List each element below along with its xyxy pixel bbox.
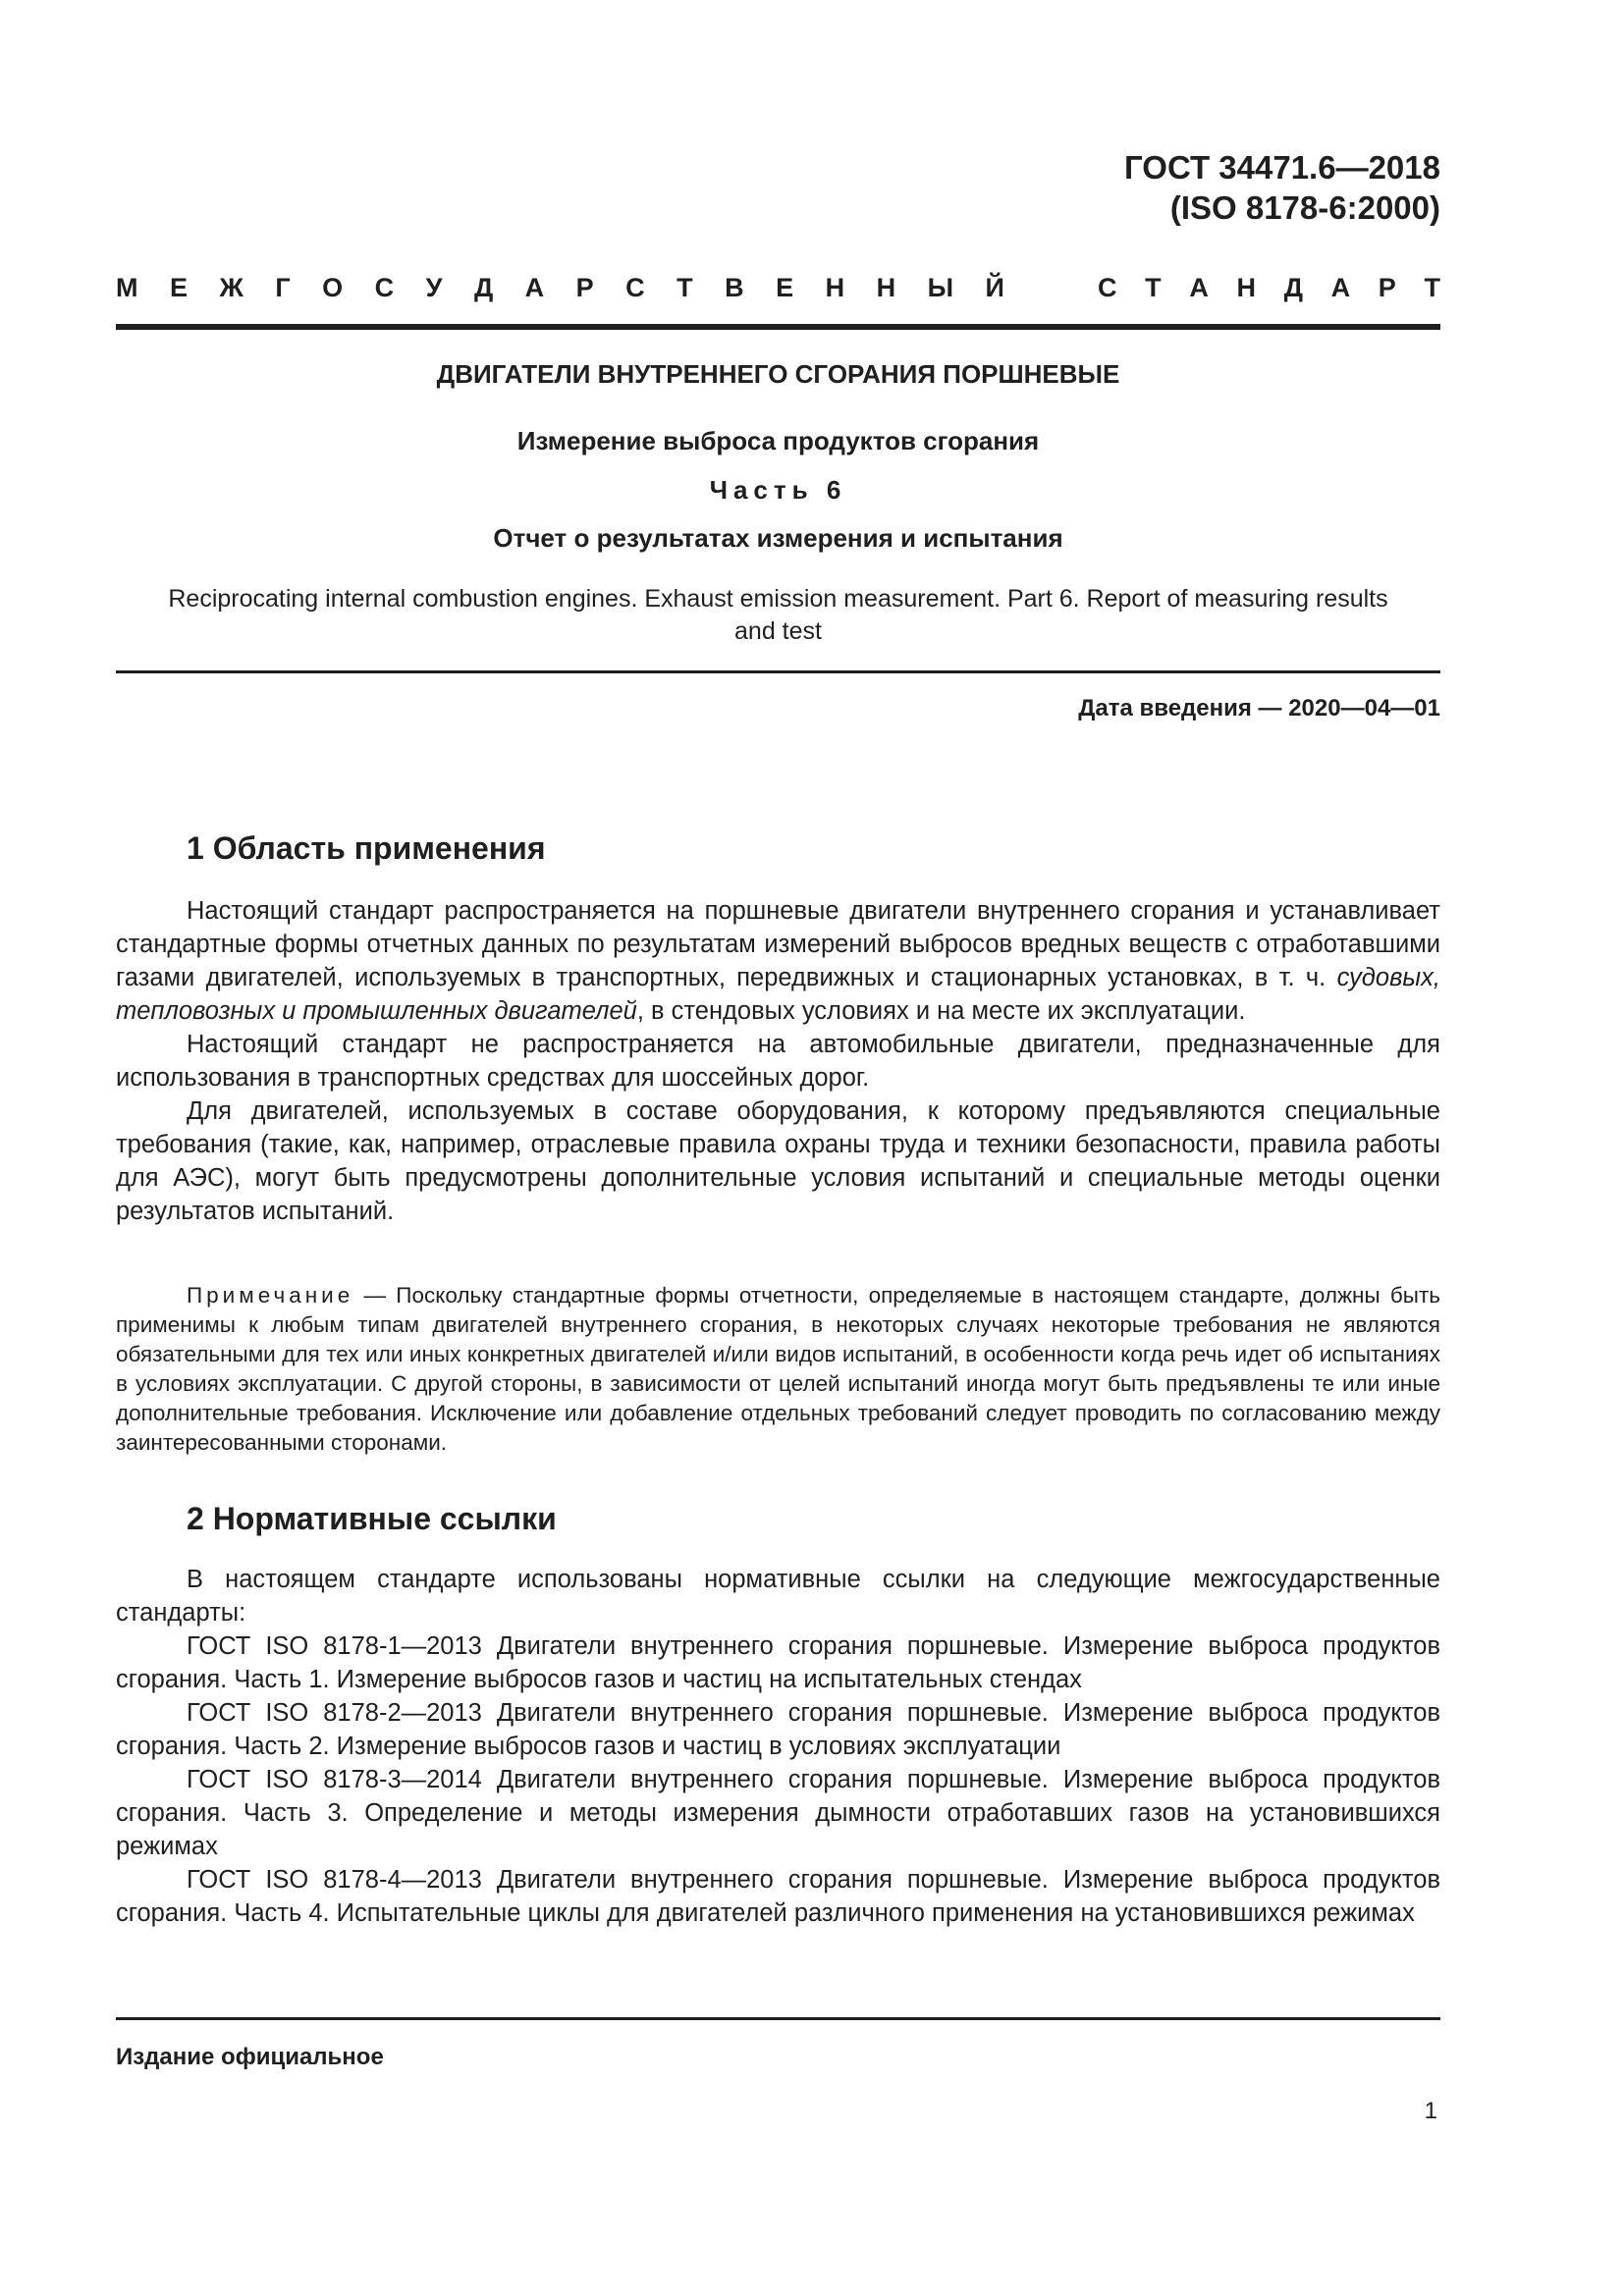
spaced-letter: Т — [1424, 273, 1440, 302]
paragraph: Настоящий стандарт не распространяется на автомобильные двигатели, предназначенные для использования в транспортных средствах для шоссейных дорог. — [116, 1031, 1440, 1092]
interstate-standard-banner — [116, 273, 1440, 303]
section-heading: 1 Область применения — [187, 830, 546, 866]
document-part: Часть 6 — [709, 475, 847, 505]
spaced-letter: Е — [169, 273, 188, 302]
spaced-letter: У — [425, 273, 443, 302]
paragraph: В настоящем стандарте использованы нормативные ссылки на следующие межгосударственные стандарты: — [116, 1566, 1440, 1627]
document-part-title: Отчет о результатах измерения и испытания — [493, 523, 1063, 553]
spaced-word — [1098, 273, 1440, 303]
spaced-letter: Д — [473, 273, 494, 302]
introduction-date: Дата введения — 2020—04—01 — [1078, 695, 1440, 721]
spaced-letter: С — [1098, 273, 1117, 302]
spaced-letter: С — [374, 273, 395, 302]
standard-id-block — [1124, 147, 1440, 228]
spaced-letter: М — [116, 273, 138, 302]
section-body — [116, 894, 1440, 1228]
spaced-letter: С — [625, 273, 645, 302]
title-divider — [116, 670, 1440, 673]
note-paragraph — [116, 1281, 1440, 1458]
standard-number: ГОСТ 34471.6—2018 — [1124, 149, 1440, 186]
spaced-letter: Р — [575, 273, 594, 302]
spaced-letter: Д — [1283, 273, 1303, 302]
spaced-letter: Н — [876, 273, 896, 302]
spaced-letter: В — [725, 273, 744, 302]
note-block — [116, 1281, 1440, 1458]
page-number: 1 — [1424, 2098, 1437, 2124]
spaced-letter: Н — [1236, 273, 1257, 302]
english-title: Reciprocating internal combustion engines. Exhaust emission measurement. Part 6. Report of measuring results and test — [168, 585, 1388, 645]
spaced-letter: О — [322, 273, 344, 302]
official-edition-label: Издание официальное — [116, 2044, 384, 2070]
footer-divider — [116, 2017, 1440, 2020]
reference-item: ГОСТ ISO 8178-3—2014 Двигатели внутреннего сгорания поршневые. Измерение выброса продуктов сгорания. Часть 3. Определение и методы измерения дымности отработавших газов на установившихся режимах — [116, 1766, 1440, 1860]
document-title: ДВИГАТЕЛИ ВНУТРЕННЕГО СГОРАНИЯ ПОРШНЕВЫЕ — [436, 359, 1120, 389]
note-text: — Поскольку стандартные формы отчетности, определяемые в настоящем стандарте, должны быть применимы к любым типам двигателей внутреннего сгорания, в некоторых случаях некоторые требования не являются обязательными для тех или иных конкретных двигателей и/или видов испытаний, в особенности когда речь идет об испытаниях в условиях эксплуатации. С другой стороны, в зависимости от целей испытаний иногда могут быть предъявлены те или иные дополнительные требования. Исключение или добавление отдельных требований следует проводить по согласованию между заинтересованными сторонами. — [116, 1283, 1440, 1455]
section-body — [116, 1563, 1440, 1930]
spaced-letter: Н — [825, 273, 845, 302]
spaced-letter: Ы — [927, 273, 954, 302]
spaced-letter: Р — [1378, 273, 1396, 302]
spaced-letter: А — [524, 273, 545, 302]
italic-text: судовых, тепловозных и промышленных двигателей — [116, 964, 1440, 1025]
spaced-letter: Й — [985, 273, 1004, 302]
iso-number: (ISO 8178-6:2000) — [1169, 189, 1440, 226]
spaced-letter: Т — [677, 273, 693, 302]
paragraph: Настоящий стандарт распространяется на поршневые двигатели внутреннего сгорания и устанавливает стандартные формы отчетных данных по результатам измерений выбросов вредных веществ с отработавшими газами двигателей, используемых в транспортных, передвижных и стационарных установках, в т. ч. судовых, тепловозных и промышленных двигателей, в стендовых условиях и на месте их эксплуатации. — [116, 897, 1440, 1025]
reference-item: ГОСТ ISO 8178-1—2013 Двигатели внутреннего сгорания поршневые. Измерение выброса продуктов сгорания. Часть 1. Измерение выбросов газов и частиц на испытательных стендах — [116, 1632, 1440, 1693]
spaced-letter: А — [1330, 273, 1351, 302]
reference-item: ГОСТ ISO 8178-2—2013 Двигатели внутреннего сгорания поршневые. Измерение выброса продуктов сгорания. Часть 2. Измерение выбросов газов и частиц в условиях эксплуатации — [116, 1699, 1440, 1760]
spaced-letter: Ж — [219, 273, 244, 302]
spaced-word — [116, 273, 1004, 303]
note-label: Примечание — [187, 1283, 354, 1308]
section-heading: 2 Нормативные ссылки — [187, 1501, 557, 1536]
document-subtitle: Измерение выброса продуктов сгорания — [516, 426, 1040, 455]
spaced-letter: Е — [776, 273, 794, 302]
spaced-letter: Т — [1145, 273, 1162, 302]
reference-item: ГОСТ ISO 8178-4—2013 Двигатели внутреннего сгорания поршневые. Измерение выброса продуктов сгорания. Часть 4. Испытательные циклы для двигателей различного применения на установившихся режимах — [116, 1866, 1440, 1927]
header-divider — [116, 324, 1440, 330]
spaced-letter: Г — [275, 273, 291, 302]
spaced-letter: А — [1189, 273, 1209, 302]
paragraph: Для двигателей, используемых в составе оборудования, к которому предъявляются специальные требования (такие, как, например, отраслевые правила охраны труда и техники безопасности, правила работы для АЭС), могут быть предусмотрены дополнительные условия испытаний и специальные методы оценки результатов испытаний. — [116, 1097, 1440, 1225]
